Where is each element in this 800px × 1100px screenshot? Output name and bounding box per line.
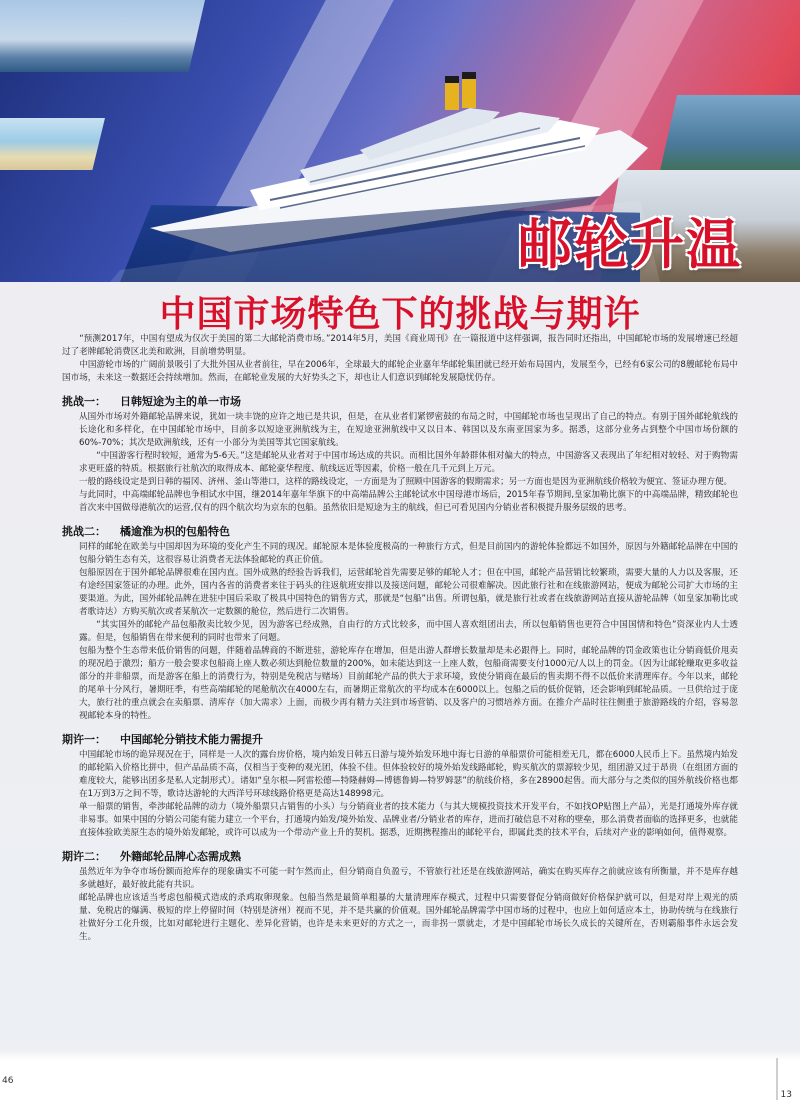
page-number-left: 46 [2,1076,14,1086]
section-title: 外籍邮轮品牌心态需成熟 [120,850,241,863]
section-label: 期许二： [62,850,106,863]
section-paragraph: 同样的邮轮在欧美与中国却因为环境的变化产生不同的现况。邮轮原本是体验度极高的一种旅行方式，但是目前国内的游轮体验都远不如国外，原因与外籍邮轮品牌在中国的包船分销生态有关，这很容易让消费者无法体验邮轮的真正价值。 [79,542,738,565]
section-challenge-2 [62,524,738,723]
section-title: 橘逾淮为枳的包船特色 [120,525,230,538]
section-title: 日韩短途为主的单一市场 [120,395,241,408]
section-paragraph: 与此同时，中高端邮轮品牌也争相试水中国，继2014年嘉年华旗下的中高端品牌公主邮轮试水中国母港市场后，2015年春节期间,皇家加勒比旗下的中高端品牌，精致邮轮也首次来中国做母港航次的运营,仅有的四个航次均为京东的包船。虽然依旧是短途为主的航线，但已可看见国内分销业者积极提升服务层级的思考。 [79,490,738,513]
section-paragraph: 单一船票的销售，牵涉邮轮品牌的动力（境外船票只占销售的小头）与分销商业者的技术能力（与其大规模投资技术开发平台，不如找OP贴图上产品），光是打通境外库存就非易事。如果中国的分销公司能有能力建立一个平台，打通境内始发/境外始发、品牌业者/分销业者的库存，进而打破信息不对称的壁垒，那么消费者面临的选择更多，也就能直接体验欧美原生态的境外始发邮轮，或许可以成为一个带动产业上升的契机。据悉，近期携程推出的邮轮平台，即属此类的技术平台，后续对产业的影响如何，值得观察。 [79,802,738,838]
section-heading [62,732,738,748]
section-paragraph: “其实国外的邮轮产品包船散卖比较少见，因为游客已经成熟，自由行的方式比较多，而中国人喜欢组团出去，所以包船销售也更符合中国国情和特色”资深业内人士透露。但是，包船销售在带来便利的同时也带来了问题。 [79,620,738,643]
section-label: 挑战一： [62,395,106,408]
banner-title: 邮轮升温 [518,213,742,276]
section-hope-2 [62,849,738,944]
page-gutter [776,1058,778,1100]
article-body [62,333,738,944]
section-label: 挑战二： [62,525,106,538]
section-paragraph: 包船原因在于国外邮轮品牌很难在国内直。国外成熟的经验告诉我们，运营邮轮首先需要足够的邮轮人才；但在中国，邮轮产品营销比较繁琐，需要大量的人力以及客服，还有途经国家签证的办理。此外，国内各省的消费者来往于码头的往返航班安排以及接送问题，邮轮公司很难解决。因此旅行社和在线旅游网站，便成为邮轮公司扩大市场的主要渠道。为此，国外邮轮品牌在进驻中国后采取了极具中国特色的销售方式，那就是“包船”出售。所谓包船，就是旅行社或者在线旅游网站直接从游轮品牌（如皇家加勒比或者歌诗达）方购买航次或者某航次一定数额的舱位，然后进行二次销售。 [79,568,738,617]
section-paragraph: 包船为整个生态带来低价销售的问题，伴随着品牌商的不断进驻，游轮库存在增加，但是出游人群增长数量却是未必跟得上。同时，邮轮品牌的罚金政策也让分销商低价甩卖的现况趋于激烈；船方一般会要求包船商上座人数必须达到舱位数量的200%，如未能达到这一上座人数，包船商需要支付1000元/人以上的罚金。（因为让邮轮赚取更多收益部分的并非船票，而是游客在船上的消费行为，特别是免税店与赌场）目前邮轮产品的供大于求环境，致使分销商在最后的售卖期不得不以低价来清理库存。今年以来，邮轮的尾单十分风行，暑期旺季，有些高端邮轮的尾舱航次在4000左右，而暑期正常航次的平均成本在6000以上。包船之后的低价促销，还会影响到邮轮品质。一旦供给过于庞大，旅行社的重点就会在卖船票、清库存（加大需求）上面，而极少再有精力关注到市场营销、以及客户的习惯培养方面。在推介产品时往往侧重于旅游路线的介绍，容易忽视邮轮本身的特性。 [79,646,738,721]
header-banner [0,0,800,282]
section-heading [62,524,738,540]
section-paragraph: 从国外市场对外籍邮轮品牌来说，犹如一块丰饶的应许之地已是共识，但是，在从业者们紧锣密鼓的布局之时，中国邮轮市场也呈现出了自己的特点。有别于国外邮轮航线的长途化和多样化，在中国邮轮市场中，目前多以短途亚洲航线为主，在短途亚洲航线中又以日本、韩国以及东南亚国家为多。据悉，这部分业务占到整个中国市场份额的60%-70%；其次是欧洲航线，还有一小部分为美国等其它国家航线。 [79,412,738,448]
section-heading [62,849,738,865]
section-heading [62,394,738,410]
intro-paragraph: 中国游轮市场的广阔前景吸引了大批外国从业者前往，早在2006年，全球最大的邮轮企业嘉年华邮轮集团就已经开始布局国内，发展至今，已经有6家公司的8艘邮轮布局中国市场，未来这一数据还会持续增加。然而，在邮轮业发展的大好势头之下，却也让人们意识到邮轮发展隐忧仍存。 [62,360,738,383]
section-paragraph: “中国游客行程时较短，通常为5-6天。”这是邮轮从业者对于中国市场达成的共识。而相比国外年龄群体相对偏大的特点，中国游客又表现出了年纪相对较轻、对于购物需求更旺盛的特质。根据旅行社航次的取得成本、邮轮豪华程度、航线远近等因素，价格一般在几千元到上万元。 [79,451,738,474]
section-paragraph: 邮轮品牌也应该适当考虑包船模式造成的杀鸡取卵现象。包船当然是最简单粗暴的大量清理库存模式，过程中只需要督促分销商做好价格保护就可以，但是对岸上观光的质量、免税店的爆满、极短的岸上停留时间（特别是济州）视而不见，并不是共赢的价值观。国外邮轮品牌需学中国市场的过程中，也应上如何适应本土，协助传统与在线旅行社做好分工化升级，比如对邮轮进行主题化、差异化营销，也许是未来更好的方式之一，而非拐一票就走，才是中国邮轮市场长久成长的关键所在，否则霸船事件永远会发生。 [79,893,738,942]
page-number-right: 13 [780,1090,792,1100]
section-title: 中国邮轮分销技术能力需提升 [120,733,263,746]
article-headline: 中国市场特色下的挑战与期许 [159,294,641,335]
intro-paragraph: “预测2017年，中国有望成为仅次于美国的第二大邮轮消费市场。”2014年5月，美国《商业周刊》在一篇报道中这样强调，报告同时还指出，中国邮轮市场的发展增速已经超过了老牌邮轮消费区北美和欧洲，目前增势明显。 [62,334,738,357]
section-paragraph: 虽然近年为争夺市场份额而抢库存的现象确实不可能一时乍然而止，但分销商自负盈亏，不管旅行社还是在线旅游网站，确实在购买库存之前就应该有所衡量，并不是库存越多就越好，最好彼此能有共识。 [79,867,738,890]
section-hope-1 [62,732,738,840]
section-label: 期许一： [62,733,106,746]
section-challenge-1 [62,394,738,515]
section-paragraph: 一般的路线设定是到日韩的福冈、济州、釜山等港口，这样的路线设定，一方面是为了照顾中国游客的假期需求；另一方面也是因为亚洲航线价格较为便宜、签证办理方便。 [79,477,733,487]
section-paragraph: 中国邮轮市场的诡异现况在于，同样是一人次的露台房价格，境内始发日韩五日游与境外始发环地中海七日游的单船票价可能相差无几，都在6000人民币上下。虽然境内始发的邮轮陷入价格比拼中，但产品品质不高，仅相当于变种的观光团，体验不佳。但体验较好的境外始发线路邮轮，购买航次的票源较少见，组团游又过于昂贵（在组团方面的难度较大，能够出团多是私人定制形式）。诸如“皇尔根—阿雷松德—特隆赫姆—博德鲁姆—特罗姆瑟”的航线价格，多在28900起售。而大部分与之类似的国外航线价格也都在1万到3万之间不等，歌诗达游轮的大西洋号环球线路价格更是高达148998元。 [79,750,738,799]
